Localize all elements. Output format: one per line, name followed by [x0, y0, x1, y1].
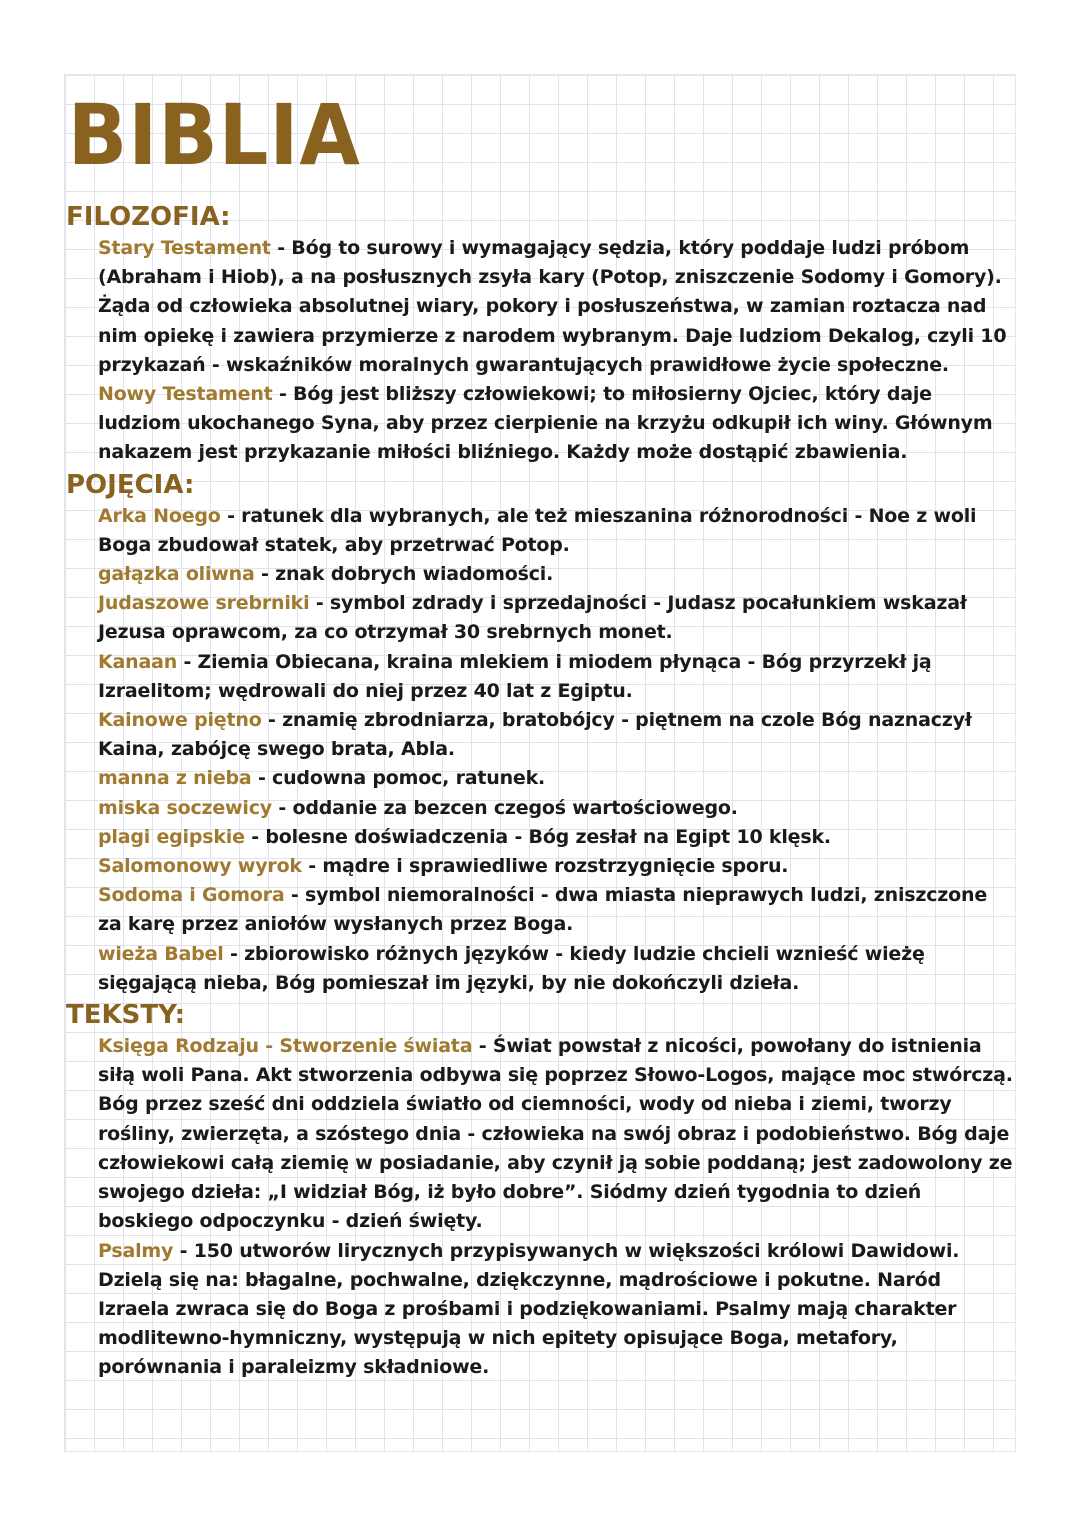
entry-ksiega-rodzaju [64, 1032, 1016, 1236]
entry-nowy-testament [64, 380, 1016, 468]
entry-wieza-babel [64, 940, 1016, 998]
entry-term: miska soczewicy [98, 796, 272, 819]
entry-term: Stary Testament [98, 237, 271, 259]
entry-plagi-egipskie [64, 823, 1016, 852]
entry-term: Nowy Testament [98, 383, 273, 406]
entry-sodoma-i-gomora [64, 881, 1016, 939]
section-heading: FILOZOFIA: [66, 202, 231, 232]
section-pojecia [64, 468, 1016, 998]
entry-term: gałązka oliwna [98, 563, 255, 586]
entry-term: Księga Rodzaju - Stworzenie świata [98, 1035, 473, 1058]
entry-salomonowy-wyrok [64, 852, 1016, 881]
entry-text: - bolesne doświadczenia - Bóg zesłał na Egipt 10 klęsk. [244, 825, 831, 848]
entry-text: - symbol zdrady i sprzedajności - Judasz pocałunkiem wskazał Jezusa oprawcom, za co otrzymał 30 srebrnych monet. [98, 592, 967, 644]
entry-galazka-oliwna [64, 560, 1016, 589]
entry-text: - znamię zbrodniarza, bratobójcy - piętnem na czole Bóg naznaczył Kaina, zabójcę swego brata, Abla. [98, 709, 972, 761]
entry-text: - zbiorowisko różnych języków - kiedy ludzie chcieli wznieść wieżę sięgającą nieba, Bóg pomieszał im języki, by nie dokończyli dzieła. [98, 942, 925, 994]
entry-term: Salomonowy wyrok [98, 855, 302, 878]
entry-text: - Bóg jest bliższy człowiekowi; to miłosierny Ojciec, który daje ludziom ukochanego Syna, aby przez cierpienie na krzyżu odkupił ich winy. Głównym nakazem jest przykazanie miłości bliźniego. Każdy może dostąpić zbawienia. [98, 383, 993, 464]
entry-manna-z-nieba [64, 764, 1016, 793]
section-heading: TEKSTY: [66, 1000, 186, 1031]
entry-miska-soczewicy [64, 794, 1016, 823]
entry-text: - znak dobrych wiadomości. [254, 563, 554, 586]
entry-stary-testament [64, 234, 1016, 380]
entry-psalmy [64, 1237, 1016, 1383]
entry-judaszowe-srebrniki [64, 589, 1016, 647]
entry-text: - Świat powstał z nicości, powołany do istnienia siłą woli Pana. Akt stworzenia odbywa się poprzez Słowo-Logos, mające moc stwórczą. Bóg przez sześć dni oddziela światło od ciemności, wody od nieba i ziemi, tworzy rośliny, zwierzęta, a szóstego dnia - człowieka na swój obraz i podobieństwo. Bóg daje człowiekowi całą ziemię w posiadanie, aby czynił ją sobie poddaną; jest zadowolony ze swojego dzieła: „I widział Bóg, iż było dobre”. Siódmy dzień tygodnia to dzień boskiego odpoczynku - dzień święty. [98, 1035, 1013, 1233]
section-heading: POJĘCIA: [66, 469, 195, 500]
entry-term: wieża Babel [98, 942, 224, 965]
entry-text: - ratunek dla wybranych, ale też mieszanina różnorodności - Noe z woli Boga zbudował statek, aby przetrwać Potop. [98, 504, 977, 556]
notes-page [64, 70, 1016, 1383]
entry-text: - mądre i sprawiedliwe rozstrzygnięcie sporu. [301, 855, 789, 878]
entry-term: Arka Noego [98, 504, 221, 527]
entry-text: - 150 utworów lirycznych przypisywanych w większości królowi Dawidowi. Dzielą się na: błagalne, pochwalne, dziękczynne, mądrościowe i pokutne. Naród Izraela zwraca się do Boga z prośbami i podziękowaniami. Psalmy mają charakter modlitewno-hymniczny, występują w nich epitety opisujące Boga, metafory, porównania i paraleizmy składniowe. [98, 1239, 960, 1379]
entry-term: plagi egipskie [98, 825, 245, 848]
entry-text: - cudowna pomoc, ratunek. [251, 767, 546, 790]
entry-text: - symbol niemoralności - dwa miasta nieprawych ludzi, zniszczone za karę przez aniołów wysłanych przez Boga. [98, 884, 988, 936]
section-teksty [64, 998, 1016, 1382]
entry-term: manna z nieba [98, 767, 252, 790]
section-filozofia [64, 200, 1016, 468]
entry-arka-noego [64, 502, 1016, 560]
entry-text: - Bóg to surowy i wymagający sędzia, który poddaje ludzi próbom (Abraham i Hiob), a na posłusznych zsyła kary (Potop, zniszczenie Sodomy i Gomory). Żąda od człowieka absolutnej wiary, pokory i posłuszeństwa, w zamian roztacza nad nim opiekę i zawiera przymierze z narodem wybranym. Daje ludziom Dekalog, czyli 10 przykazań - wskaźników moralnych gwarantujących prawidłowe życie społeczne. [98, 237, 1007, 376]
entry-kanaan [64, 648, 1016, 706]
entry-term: Kanaan [98, 650, 178, 673]
page-title: BIBLIA [67, 86, 361, 184]
entry-text: - Ziemia Obiecana, kraina mlekiem i miodem płynąca - Bóg przyrzekł ją Izraelitom; wędrowali do niej przez 40 lat z Egiptu. [98, 650, 932, 702]
entry-term: Sodoma i Gomora [98, 884, 285, 907]
entry-kainowe-pietno [64, 706, 1016, 764]
entry-term: Judaszowe srebrniki [98, 592, 310, 615]
entry-text: - oddanie za bezcen czegoś wartościowego. [271, 796, 738, 819]
entry-term: Psalmy [98, 1239, 174, 1262]
entry-term: Kainowe piętno [98, 709, 262, 732]
